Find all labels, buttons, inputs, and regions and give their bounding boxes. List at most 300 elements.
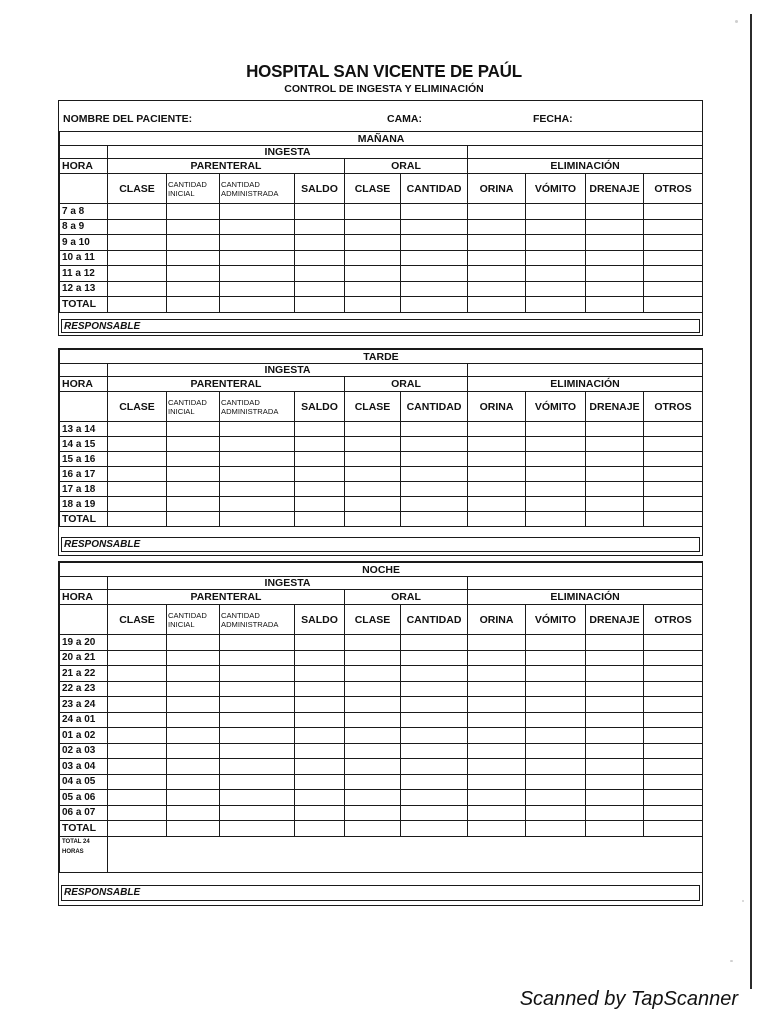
entry-cell[interactable]: [345, 219, 401, 235]
hour-label: 11 a 12: [60, 266, 108, 282]
entry-cell[interactable]: [401, 482, 468, 497]
total-cell[interactable]: [295, 821, 345, 837]
entry-cell[interactable]: [108, 666, 167, 682]
entry-cell[interactable]: [108, 805, 167, 821]
entry-cell[interactable]: [295, 482, 345, 497]
eliminacion-header-top: [468, 146, 703, 159]
col-cantidad-inicial: CANTIDAD INICIAL: [167, 605, 220, 635]
entry-cell[interactable]: [345, 497, 401, 512]
entry-cell[interactable]: [167, 250, 220, 266]
entry-cell[interactable]: [220, 452, 295, 467]
scanner-watermark: Scanned by TapScanner: [519, 988, 738, 1010]
entry-cell[interactable]: [468, 219, 526, 235]
entry-cell[interactable]: [345, 712, 401, 728]
entry-cell[interactable]: [345, 728, 401, 744]
entry-cell[interactable]: [345, 235, 401, 251]
entry-cell[interactable]: [401, 235, 468, 251]
entry-cell[interactable]: [644, 497, 703, 512]
total-cell[interactable]: [345, 512, 401, 527]
total-cell[interactable]: [526, 512, 586, 527]
entry-cell[interactable]: [108, 482, 167, 497]
entry-cell[interactable]: [167, 482, 220, 497]
col-saldo: SALDO: [295, 605, 345, 635]
entry-cell[interactable]: [220, 437, 295, 452]
entry-cell[interactable]: [108, 219, 167, 235]
entry-cell[interactable]: [644, 219, 703, 235]
entry-cell[interactable]: [526, 635, 586, 651]
total-cell[interactable]: [526, 297, 586, 313]
entry-cell[interactable]: [586, 743, 644, 759]
entry-cell[interactable]: [586, 635, 644, 651]
entry-cell[interactable]: [468, 790, 526, 806]
entry-cell[interactable]: [401, 774, 468, 790]
entry-cell[interactable]: [220, 635, 295, 651]
entry-cell[interactable]: [345, 204, 401, 220]
entry-cell[interactable]: [220, 281, 295, 297]
entry-cell[interactable]: [468, 266, 526, 282]
eliminacion-header-top: [468, 364, 703, 377]
entry-cell[interactable]: [167, 266, 220, 282]
entry-cell[interactable]: [108, 235, 167, 251]
entry-cell[interactable]: [644, 204, 703, 220]
total-cell[interactable]: [167, 297, 220, 313]
entry-cell[interactable]: [401, 805, 468, 821]
table-row: [60, 728, 703, 744]
entry-cell[interactable]: [401, 681, 468, 697]
entry-cell[interactable]: [644, 250, 703, 266]
entry-cell[interactable]: [644, 759, 703, 775]
entry-cell[interactable]: [401, 422, 468, 437]
total-cell[interactable]: [108, 297, 167, 313]
responsable-field[interactable]: [61, 537, 700, 552]
entry-cell[interactable]: [586, 712, 644, 728]
entry-cell[interactable]: [345, 266, 401, 282]
entry-cell[interactable]: [644, 790, 703, 806]
entry-cell[interactable]: [295, 743, 345, 759]
entry-cell[interactable]: [644, 743, 703, 759]
entry-cell[interactable]: [586, 437, 644, 452]
entry-cell[interactable]: [644, 681, 703, 697]
entry-cell[interactable]: [468, 650, 526, 666]
entry-cell[interactable]: [644, 467, 703, 482]
entry-cell[interactable]: [526, 482, 586, 497]
total-cell[interactable]: [644, 297, 703, 313]
total-cell[interactable]: [586, 821, 644, 837]
entry-cell[interactable]: [401, 712, 468, 728]
entry-cell[interactable]: [401, 204, 468, 220]
entry-cell[interactable]: [108, 681, 167, 697]
entry-cell[interactable]: [401, 743, 468, 759]
entry-cell[interactable]: [401, 497, 468, 512]
total-cell[interactable]: [220, 297, 295, 313]
entry-cell[interactable]: [526, 743, 586, 759]
entry-cell[interactable]: [345, 452, 401, 467]
total-cell[interactable]: [401, 297, 468, 313]
oral-header: ORAL: [345, 159, 468, 174]
entry-cell[interactable]: [220, 482, 295, 497]
entry-cell[interactable]: [220, 235, 295, 251]
col-cantidad-administrada: CANTIDAD ADMINISTRADA: [220, 605, 295, 635]
total-cell[interactable]: [586, 297, 644, 313]
entry-cell[interactable]: [586, 266, 644, 282]
entry-cell[interactable]: [401, 266, 468, 282]
entry-cell[interactable]: [108, 650, 167, 666]
entry-cell[interactable]: [167, 774, 220, 790]
entry-cell[interactable]: [295, 666, 345, 682]
entry-cell[interactable]: [295, 774, 345, 790]
entry-cell[interactable]: [220, 266, 295, 282]
entry-cell[interactable]: [108, 497, 167, 512]
entry-cell[interactable]: [167, 790, 220, 806]
entry-cell[interactable]: [167, 805, 220, 821]
entry-cell[interactable]: [345, 774, 401, 790]
entry-cell[interactable]: [220, 712, 295, 728]
entry-cell[interactable]: [295, 681, 345, 697]
entry-cell[interactable]: [586, 482, 644, 497]
entry-cell[interactable]: [295, 712, 345, 728]
entry-cell[interactable]: [526, 235, 586, 251]
entry-cell[interactable]: [401, 697, 468, 713]
entry-cell[interactable]: [468, 452, 526, 467]
entry-cell[interactable]: [586, 790, 644, 806]
total-cell[interactable]: [167, 512, 220, 527]
entry-cell[interactable]: [526, 650, 586, 666]
hora-header-top: [60, 364, 108, 377]
entry-cell[interactable]: [586, 204, 644, 220]
entry-cell[interactable]: [295, 422, 345, 437]
entry-cell[interactable]: [345, 743, 401, 759]
entry-cell[interactable]: [345, 697, 401, 713]
total-cell[interactable]: [345, 297, 401, 313]
total-cell[interactable]: [295, 512, 345, 527]
entry-cell[interactable]: [345, 635, 401, 651]
entry-cell[interactable]: [220, 759, 295, 775]
entry-cell[interactable]: [401, 467, 468, 482]
entry-cell[interactable]: [345, 650, 401, 666]
entry-cell[interactable]: [468, 422, 526, 437]
entry-cell[interactable]: [167, 437, 220, 452]
entry-cell[interactable]: [526, 759, 586, 775]
entry-cell[interactable]: [295, 467, 345, 482]
entry-cell[interactable]: [108, 697, 167, 713]
entry-cell[interactable]: [167, 681, 220, 697]
entry-cell[interactable]: [586, 422, 644, 437]
entry-cell[interactable]: [468, 728, 526, 744]
entry-cell[interactable]: [468, 774, 526, 790]
entry-cell[interactable]: [401, 759, 468, 775]
entry-cell[interactable]: [295, 281, 345, 297]
entry-cell[interactable]: [108, 790, 167, 806]
entry-cell[interactable]: [526, 452, 586, 467]
entry-cell[interactable]: [108, 635, 167, 651]
entry-cell[interactable]: [644, 774, 703, 790]
entry-cell[interactable]: [295, 219, 345, 235]
entry-cell[interactable]: [295, 266, 345, 282]
entry-cell[interactable]: [220, 697, 295, 713]
entry-cell[interactable]: [220, 219, 295, 235]
entry-cell[interactable]: [108, 743, 167, 759]
entry-cell[interactable]: [108, 250, 167, 266]
entry-cell[interactable]: [644, 712, 703, 728]
entry-cell[interactable]: [586, 681, 644, 697]
entry-cell[interactable]: [586, 697, 644, 713]
entry-cell[interactable]: [108, 266, 167, 282]
parenteral-header: PARENTERAL: [108, 377, 345, 392]
entry-cell[interactable]: [526, 712, 586, 728]
entry-cell[interactable]: [167, 219, 220, 235]
entry-cell[interactable]: [586, 452, 644, 467]
entry-cell[interactable]: [526, 497, 586, 512]
hour-label: 21 a 22: [60, 666, 108, 682]
eliminacion-header: ELIMINACIÓN: [468, 377, 703, 392]
entry-cell[interactable]: [526, 437, 586, 452]
entry-cell[interactable]: [644, 437, 703, 452]
intake-output-table: [59, 349, 703, 527]
entry-cell[interactable]: [295, 452, 345, 467]
entry-cell[interactable]: [586, 250, 644, 266]
entry-cell[interactable]: [401, 635, 468, 651]
entry-cell[interactable]: [526, 467, 586, 482]
entry-cell[interactable]: [295, 437, 345, 452]
entry-cell[interactable]: [468, 697, 526, 713]
total-cell[interactable]: [401, 821, 468, 837]
responsable-field[interactable]: [61, 885, 700, 901]
entry-cell[interactable]: [167, 728, 220, 744]
entry-cell[interactable]: [167, 467, 220, 482]
entry-cell[interactable]: [526, 219, 586, 235]
entry-cell[interactable]: [167, 743, 220, 759]
entry-cell[interactable]: [108, 467, 167, 482]
entry-cell[interactable]: [345, 281, 401, 297]
entry-cell[interactable]: [167, 281, 220, 297]
total-cell[interactable]: [167, 821, 220, 837]
entry-cell[interactable]: [468, 805, 526, 821]
entry-cell[interactable]: [295, 790, 345, 806]
entry-cell[interactable]: [401, 790, 468, 806]
entry-cell[interactable]: [401, 650, 468, 666]
entry-cell[interactable]: [295, 650, 345, 666]
entry-cell[interactable]: [295, 697, 345, 713]
total-cell[interactable]: [345, 821, 401, 837]
scan-speck: [730, 960, 733, 962]
entry-cell[interactable]: [295, 635, 345, 651]
entry-cell[interactable]: [401, 250, 468, 266]
entry-cell[interactable]: [468, 712, 526, 728]
entry-cell[interactable]: [468, 437, 526, 452]
entry-cell[interactable]: [167, 759, 220, 775]
total-cell[interactable]: [644, 512, 703, 527]
entry-cell[interactable]: [644, 728, 703, 744]
entry-cell[interactable]: [526, 204, 586, 220]
entry-cell[interactable]: [401, 452, 468, 467]
entry-cell[interactable]: [644, 635, 703, 651]
entry-cell[interactable]: [468, 250, 526, 266]
entry-cell[interactable]: [644, 650, 703, 666]
table-row: [60, 266, 703, 282]
entry-cell[interactable]: [220, 467, 295, 482]
entry-cell[interactable]: [468, 635, 526, 651]
entry-cell[interactable]: [345, 250, 401, 266]
entry-cell[interactable]: [468, 482, 526, 497]
entry-cell[interactable]: [295, 728, 345, 744]
entry-cell[interactable]: [586, 805, 644, 821]
entry-cell[interactable]: [167, 712, 220, 728]
entry-cell[interactable]: [295, 250, 345, 266]
entry-cell[interactable]: [220, 743, 295, 759]
entry-cell[interactable]: [586, 219, 644, 235]
entry-cell[interactable]: [108, 759, 167, 775]
entry-cell[interactable]: [644, 281, 703, 297]
entry-cell[interactable]: [345, 422, 401, 437]
entry-cell[interactable]: [345, 759, 401, 775]
entry-cell[interactable]: [586, 728, 644, 744]
entry-cell[interactable]: [220, 728, 295, 744]
table-row: [60, 666, 703, 682]
entry-cell[interactable]: [345, 790, 401, 806]
col-vomito: VÓMITO: [526, 605, 586, 635]
entry-cell[interactable]: [220, 774, 295, 790]
entry-cell[interactable]: [586, 281, 644, 297]
entry-cell[interactable]: [220, 805, 295, 821]
entry-cell[interactable]: [468, 204, 526, 220]
entry-cell[interactable]: [167, 697, 220, 713]
entry-cell[interactable]: [644, 666, 703, 682]
entry-cell[interactable]: [220, 497, 295, 512]
entry-cell[interactable]: [468, 743, 526, 759]
entry-cell[interactable]: [295, 204, 345, 220]
entry-cell[interactable]: [401, 281, 468, 297]
entry-cell[interactable]: [586, 759, 644, 775]
entry-cell[interactable]: [345, 467, 401, 482]
entry-cell[interactable]: [644, 266, 703, 282]
total-cell[interactable]: [644, 821, 703, 837]
entry-cell[interactable]: [468, 281, 526, 297]
entry-cell[interactable]: [526, 422, 586, 437]
entry-cell[interactable]: [220, 790, 295, 806]
entry-cell[interactable]: [401, 437, 468, 452]
total-24h-field[interactable]: [108, 836, 703, 872]
entry-cell[interactable]: [586, 235, 644, 251]
total-cell[interactable]: [295, 297, 345, 313]
entry-cell[interactable]: [167, 635, 220, 651]
entry-cell[interactable]: [468, 235, 526, 251]
entry-cell[interactable]: [468, 497, 526, 512]
hour-label: 02 a 03: [60, 743, 108, 759]
hour-label: 23 a 24: [60, 697, 108, 713]
entry-cell[interactable]: [468, 467, 526, 482]
total-cell[interactable]: [220, 821, 295, 837]
entry-cell[interactable]: [468, 666, 526, 682]
entry-cell[interactable]: [401, 728, 468, 744]
entry-cell[interactable]: [167, 235, 220, 251]
entry-cell[interactable]: [526, 266, 586, 282]
entry-cell[interactable]: [167, 650, 220, 666]
entry-cell[interactable]: [220, 422, 295, 437]
entry-cell[interactable]: [644, 452, 703, 467]
entry-cell[interactable]: [644, 235, 703, 251]
total-cell[interactable]: [586, 512, 644, 527]
entry-cell[interactable]: [468, 759, 526, 775]
entry-cell[interactable]: [167, 422, 220, 437]
entry-cell[interactable]: [586, 774, 644, 790]
entry-cell[interactable]: [108, 204, 167, 220]
entry-cell[interactable]: [586, 650, 644, 666]
entry-cell[interactable]: [526, 281, 586, 297]
entry-cell[interactable]: [167, 666, 220, 682]
entry-cell[interactable]: [108, 712, 167, 728]
total-label: TOTAL: [60, 297, 108, 313]
responsable-field[interactable]: [61, 319, 700, 333]
total-cell[interactable]: [401, 512, 468, 527]
entry-cell[interactable]: [526, 774, 586, 790]
entry-cell[interactable]: [167, 452, 220, 467]
entry-cell[interactable]: [345, 437, 401, 452]
entry-cell[interactable]: [220, 681, 295, 697]
entry-cell[interactable]: [345, 666, 401, 682]
entry-cell[interactable]: [108, 728, 167, 744]
entry-cell[interactable]: [345, 805, 401, 821]
entry-cell[interactable]: [586, 666, 644, 682]
entry-cell[interactable]: [401, 219, 468, 235]
entry-cell[interactable]: [644, 482, 703, 497]
entry-cell[interactable]: [526, 790, 586, 806]
table-row: [60, 650, 703, 666]
entry-cell[interactable]: [295, 759, 345, 775]
entry-cell[interactable]: [295, 805, 345, 821]
entry-cell[interactable]: [108, 774, 167, 790]
entry-cell[interactable]: [220, 250, 295, 266]
total-cell[interactable]: [108, 821, 167, 837]
entry-cell[interactable]: [108, 281, 167, 297]
entry-cell[interactable]: [526, 250, 586, 266]
entry-cell[interactable]: [468, 681, 526, 697]
entry-cell[interactable]: [526, 666, 586, 682]
entry-cell[interactable]: [220, 650, 295, 666]
entry-cell[interactable]: [401, 666, 468, 682]
total-cell[interactable]: [468, 512, 526, 527]
entry-cell[interactable]: [586, 467, 644, 482]
total-cell[interactable]: [468, 297, 526, 313]
total-cell[interactable]: [468, 821, 526, 837]
entry-cell[interactable]: [644, 422, 703, 437]
total-cell[interactable]: [220, 512, 295, 527]
patient-row: [59, 101, 702, 132]
entry-cell[interactable]: [526, 805, 586, 821]
entry-cell[interactable]: [108, 437, 167, 452]
entry-cell[interactable]: [586, 497, 644, 512]
entry-cell[interactable]: [526, 681, 586, 697]
section-tarde: [58, 348, 703, 556]
total-cell[interactable]: [526, 821, 586, 837]
entry-cell[interactable]: [220, 204, 295, 220]
entry-cell[interactable]: [108, 452, 167, 467]
entry-cell[interactable]: [220, 666, 295, 682]
entry-cell[interactable]: [644, 805, 703, 821]
entry-cell[interactable]: [526, 728, 586, 744]
entry-cell[interactable]: [295, 235, 345, 251]
total-cell[interactable]: [108, 512, 167, 527]
entry-cell[interactable]: [644, 697, 703, 713]
entry-cell[interactable]: [167, 204, 220, 220]
entry-cell[interactable]: [108, 422, 167, 437]
table-row: [60, 452, 703, 467]
entry-cell[interactable]: [345, 681, 401, 697]
entry-cell[interactable]: [526, 697, 586, 713]
entry-cell[interactable]: [345, 482, 401, 497]
col-cantidad: CANTIDAD: [401, 605, 468, 635]
entry-cell[interactable]: [295, 497, 345, 512]
entry-cell[interactable]: [167, 497, 220, 512]
